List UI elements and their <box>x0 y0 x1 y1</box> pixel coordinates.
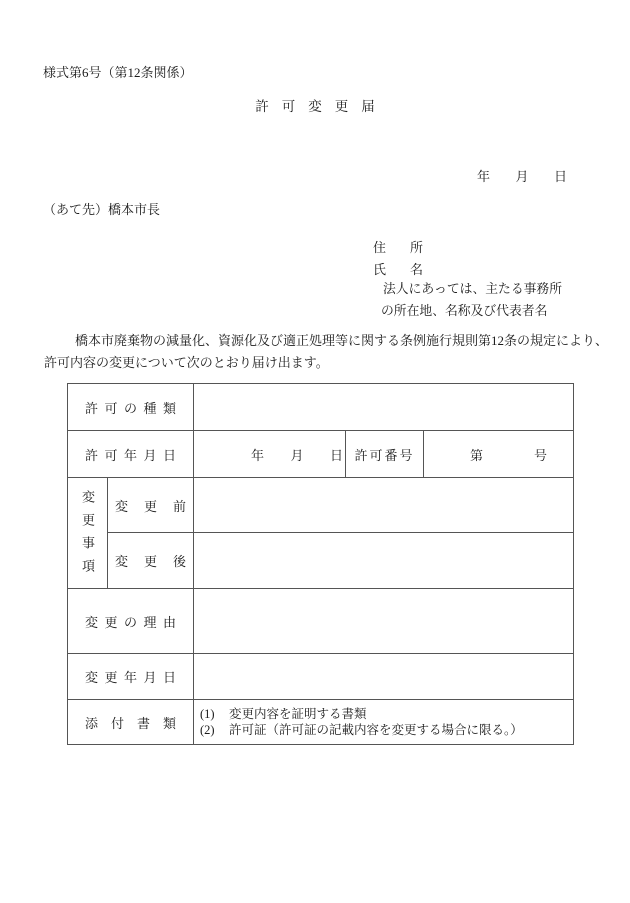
permit-number-prefix: 第 <box>470 447 484 463</box>
attachments-label-cell <box>68 700 194 745</box>
permit-number-label-cell <box>346 431 424 478</box>
permit-type-value-cell <box>194 384 574 431</box>
change-date-value-cell <box>194 654 574 700</box>
change-date-label-cell <box>68 654 194 700</box>
corporate-note-line2: の所在地、名称及び代表者名 <box>381 304 548 318</box>
address-label: 住 所 <box>373 240 423 255</box>
after-change-value-cell <box>194 533 574 589</box>
permit-date-placeholder: 年 月 日 <box>251 447 343 463</box>
form-number: 様式第6号（第12条関係） <box>43 65 193 80</box>
permit-type-label-cell <box>68 384 194 431</box>
change-items-label: 変更事項 <box>80 490 95 582</box>
attachment-item <box>200 722 569 738</box>
header-date-line: 年 月 日 <box>477 169 567 184</box>
permit-date-label: 許 可 年 月 日 <box>85 447 177 463</box>
attachments-value-cell <box>194 700 574 745</box>
corporate-note-line1: 法人にあっては、主たる事務所 <box>383 282 563 296</box>
after-change-label-cell <box>108 533 194 589</box>
after-change-label: 変 更 後 <box>115 554 187 569</box>
attachments-label: 添 付 書 類 <box>85 715 177 731</box>
reason-value-cell <box>194 589 574 654</box>
permit-type-label: 許 可 の 種 類 <box>85 400 177 416</box>
attachment-number: (2) <box>200 723 215 737</box>
name-label: 氏 名 <box>373 262 423 277</box>
body-paragraph-line1: 橋本市廃棄物の減量化、資源化及び適正処理等に関する条例施行規則第12条の規定により、 <box>75 333 609 348</box>
attachment-text: 変更内容を証明する書類 <box>229 707 367 721</box>
permit-change-table <box>67 383 574 745</box>
permit-number-suffix: 号 <box>534 447 548 463</box>
before-change-label: 変 更 前 <box>115 498 187 514</box>
permit-number-value-cell <box>424 431 574 478</box>
attachment-number: (1) <box>200 707 215 721</box>
attachments-list <box>194 704 573 740</box>
page-title: 許可変更届 <box>255 99 388 114</box>
permit-date-value-cell <box>194 431 346 478</box>
attachment-text: 許可証（許可証の記載内容を変更する場合に限る。） <box>229 723 523 737</box>
addressee: （あて先）橋本市長 <box>43 202 161 217</box>
change-items-label-cell <box>68 478 108 589</box>
permit-number-label: 許可番号 <box>354 447 415 463</box>
attachment-item <box>200 706 569 722</box>
before-change-value-cell <box>194 478 574 533</box>
reason-label: 変 更 の 理 由 <box>85 614 177 630</box>
reason-label-cell <box>68 589 194 654</box>
permit-number-placeholder <box>424 445 573 464</box>
permit-date-label-cell <box>68 431 194 478</box>
body-paragraph-line2: 許可内容の変更について次のとおり届け出ます。 <box>44 355 329 370</box>
before-change-label-cell <box>108 478 194 533</box>
change-date-label: 変 更 年 月 日 <box>85 670 177 685</box>
